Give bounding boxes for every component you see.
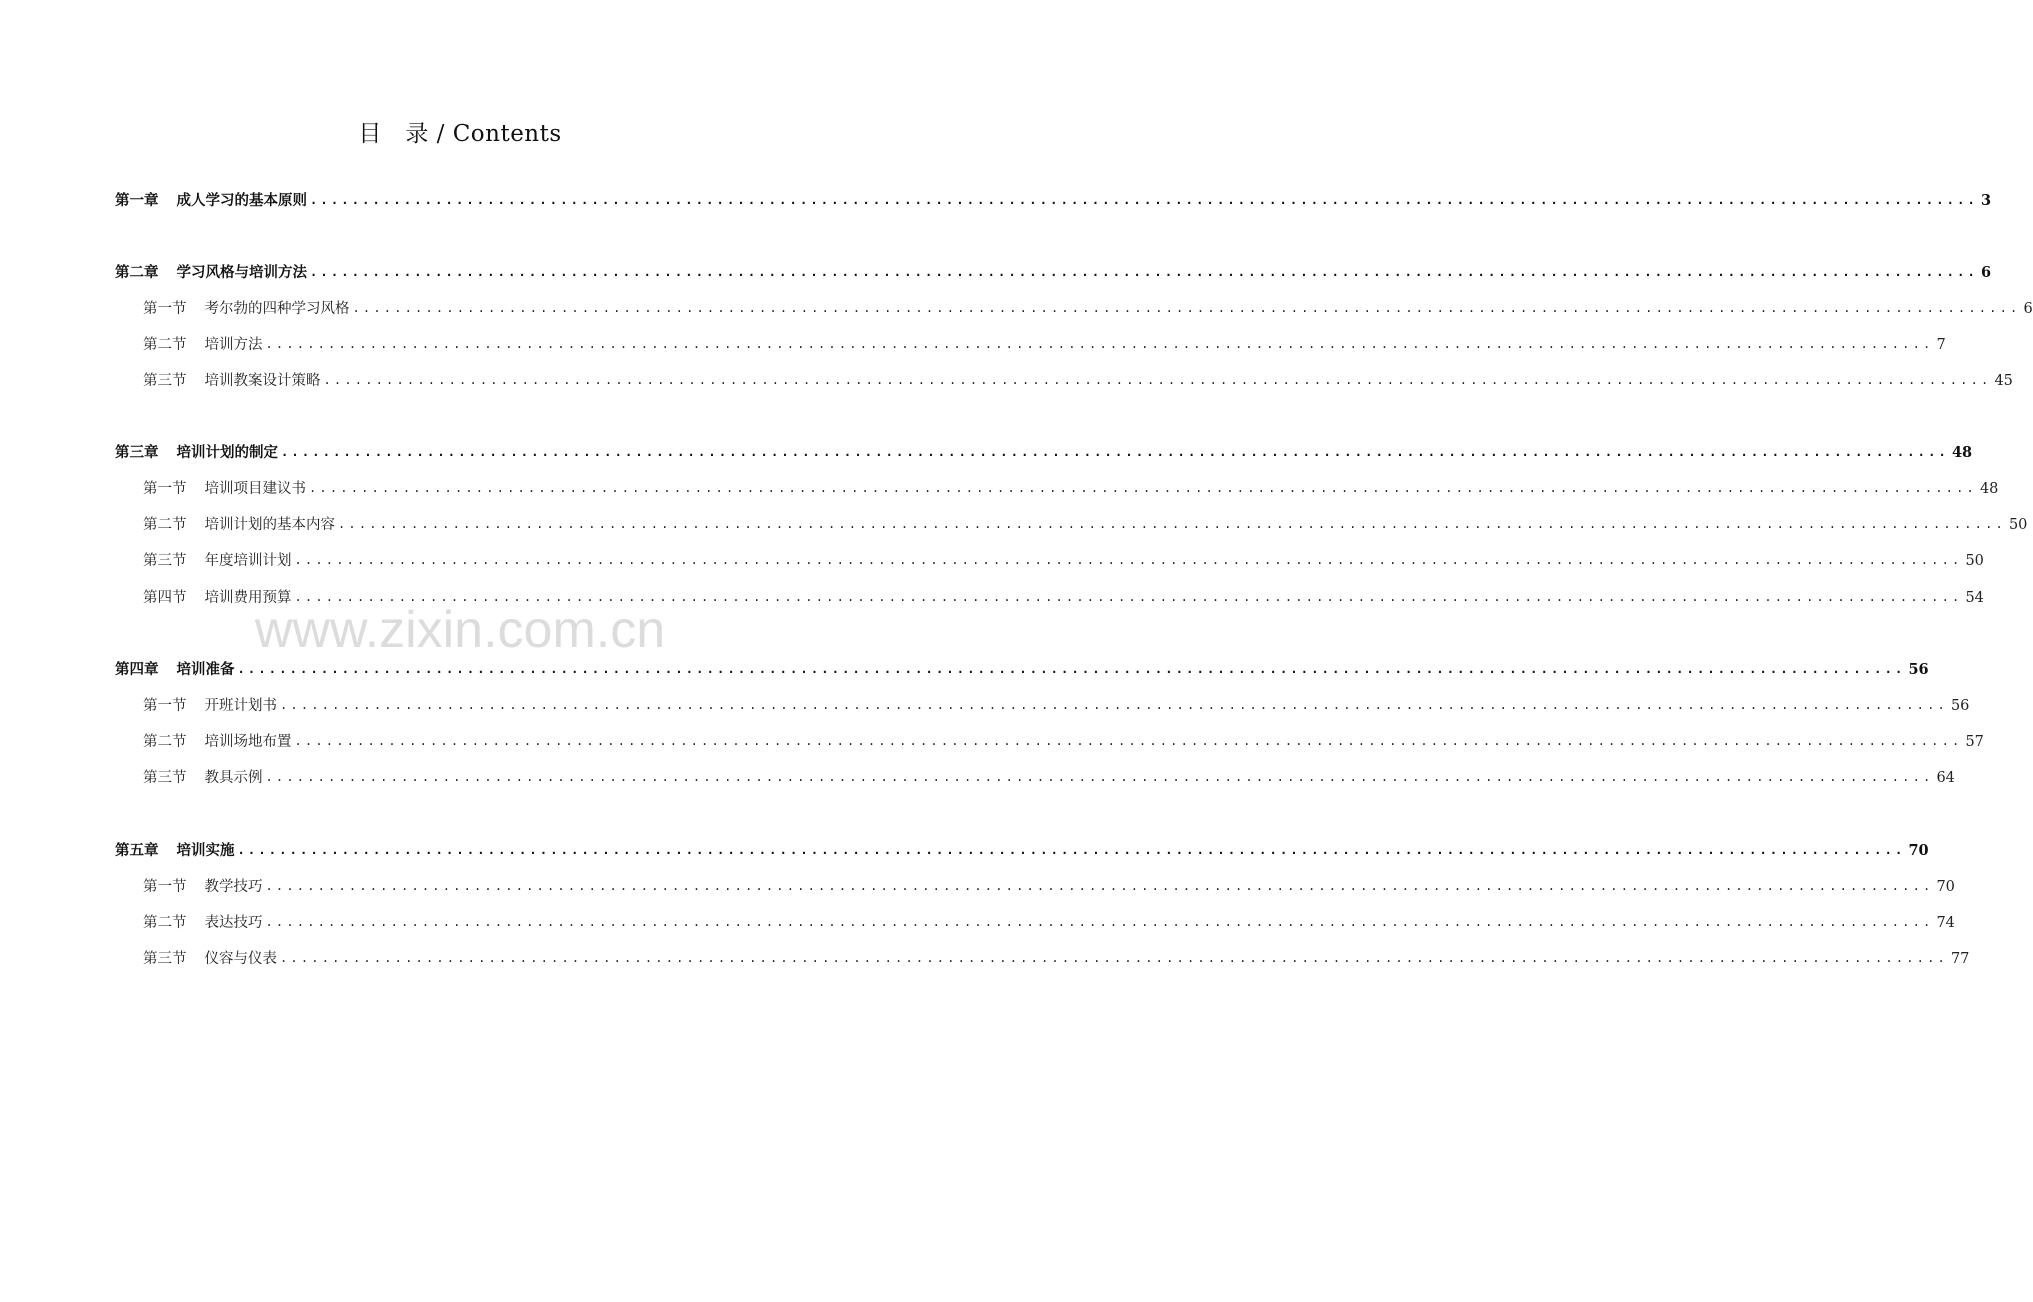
dot-leader: ................................................................................................................................................................ [352, 301, 2021, 315]
toc-label: 第一节 [143, 698, 187, 714]
toc-title: 培训计划的基本内容 [204, 517, 335, 533]
toc-label: 第二节 [143, 734, 187, 750]
toc-page-number: 70 [1908, 842, 1929, 859]
toc-section[interactable] [143, 730, 1984, 754]
toc-title: 培训教案设计策略 [204, 373, 321, 389]
toc-label: 第二章 [115, 265, 159, 281]
toc-title: 培训方法 [204, 337, 263, 353]
toc-chapter-3[interactable] [115, 441, 1973, 465]
toc-page-number: 50 [2008, 517, 2028, 533]
toc-label: 第三节 [143, 770, 187, 786]
dot-leader: ................................................................................................................................................................ [281, 445, 1949, 459]
toc-label: 第三节 [143, 951, 187, 967]
watermark: www.zixin.com.cn [254, 601, 666, 659]
dot-leader: ................................................................................................................................................................ [323, 373, 1992, 387]
toc-page-number: 54 [1965, 590, 1984, 606]
toc-chapter-1[interactable] [115, 189, 1992, 213]
toc-title: 培训计划的制定 [176, 445, 278, 461]
toc-page-number: 48 [1951, 444, 1973, 461]
toc-label: 第一节 [143, 879, 187, 895]
toc-page-number: 56 [1950, 698, 1970, 714]
toc-section[interactable] [143, 947, 1970, 971]
dot-leader: ................................................................................................................................................................ [310, 265, 1978, 279]
toc-title: 考尔勃的四种学习风格 [204, 301, 350, 317]
toc-label: 第一节 [143, 481, 187, 497]
toc-title: 年度培训计划 [204, 553, 292, 569]
toc-title: 教学技巧 [204, 879, 263, 895]
toc-page-number: 77 [1950, 951, 1970, 967]
toc-label: 第三章 [115, 445, 159, 461]
toc-page-number: 6 [2023, 301, 2033, 317]
dot-leader: ................................................................................................................................................................ [280, 951, 1948, 965]
toc-label: 第二节 [143, 915, 187, 931]
toc-section[interactable] [143, 333, 1946, 357]
toc-section[interactable] [143, 586, 1984, 610]
dot-leader: ................................................................................................................................................................ [310, 193, 1978, 207]
toc-section[interactable] [143, 766, 1955, 790]
page-title: 目 录 / Contents [358, 121, 562, 147]
dot-leader: ................................................................................................................................................................ [294, 734, 1963, 748]
toc-section[interactable] [143, 513, 2028, 537]
toc-title: 培训项目建议书 [204, 481, 306, 497]
toc-title: 培训准备 [176, 662, 235, 678]
dot-leader: ................................................................................................................................................................ [265, 879, 1934, 893]
toc-section[interactable] [143, 549, 1984, 573]
dot-leader: ................................................................................................................................................................ [294, 590, 1963, 604]
dot-leader: ................................................................................................................................................................ [265, 915, 1934, 929]
toc-page-number: 57 [1965, 734, 1984, 750]
toc-label: 第二节 [143, 337, 187, 353]
toc-section[interactable] [143, 477, 1999, 501]
toc-title: 培训场地布置 [204, 734, 292, 750]
dot-leader: ................................................................................................................................................................ [280, 698, 1948, 712]
dot-leader: ................................................................................................................................................................ [338, 517, 2006, 531]
toc-label: 第一节 [143, 301, 187, 317]
toc-label: 第一章 [115, 193, 159, 209]
toc-page-number: 48 [1979, 481, 1999, 497]
toc-label: 第三节 [143, 373, 187, 389]
toc-label: 第五章 [115, 843, 159, 859]
toc-page-number: 70 [1936, 879, 1955, 895]
toc-chapter-2[interactable] [115, 261, 1992, 285]
toc-page-number: 56 [1908, 661, 1929, 678]
dot-leader: ................................................................................................................................................................ [265, 337, 1934, 351]
toc-label: 第二节 [143, 517, 187, 533]
toc-title: 教具示例 [204, 770, 263, 786]
toc-section[interactable] [143, 694, 1970, 718]
dot-leader: ................................................................................................................................................................ [265, 770, 1934, 784]
toc-title: 开班计划书 [204, 698, 277, 714]
toc-title: 培训实施 [176, 843, 235, 859]
dot-leader: ................................................................................................................................................................ [237, 843, 1906, 857]
dot-leader: ................................................................................................................................................................ [237, 662, 1906, 676]
toc-section[interactable] [143, 297, 2033, 321]
toc-chapter-4[interactable] [115, 658, 1929, 682]
toc-page-number: 7 [1936, 337, 1946, 353]
toc-title: 学习风格与培训方法 [176, 265, 307, 281]
toc-label: 第三节 [143, 553, 187, 569]
toc-page-number: 74 [1936, 915, 1955, 931]
toc-label: 第四章 [115, 662, 159, 678]
toc-section[interactable] [143, 369, 2013, 393]
toc-page-number: 6 [1980, 264, 1992, 281]
toc-title: 仪容与仪表 [204, 951, 277, 967]
toc-page-number: 64 [1936, 770, 1955, 786]
toc-page-number: 50 [1965, 553, 1984, 569]
toc-page-number: 45 [1994, 373, 2013, 389]
dot-leader: ................................................................................................................................................................ [294, 553, 1963, 567]
toc-section[interactable] [143, 875, 1955, 899]
toc-title: 培训费用预算 [204, 590, 292, 606]
toc-label: 第四节 [143, 590, 187, 606]
toc-title: 表达技巧 [204, 915, 263, 931]
toc-chapter-5[interactable] [115, 839, 1929, 863]
dot-leader: ................................................................................................................................................................ [309, 481, 1977, 495]
toc-section[interactable] [143, 911, 1955, 935]
toc-page-number: 3 [1980, 192, 1992, 209]
toc-title: 成人学习的基本原则 [176, 193, 307, 209]
